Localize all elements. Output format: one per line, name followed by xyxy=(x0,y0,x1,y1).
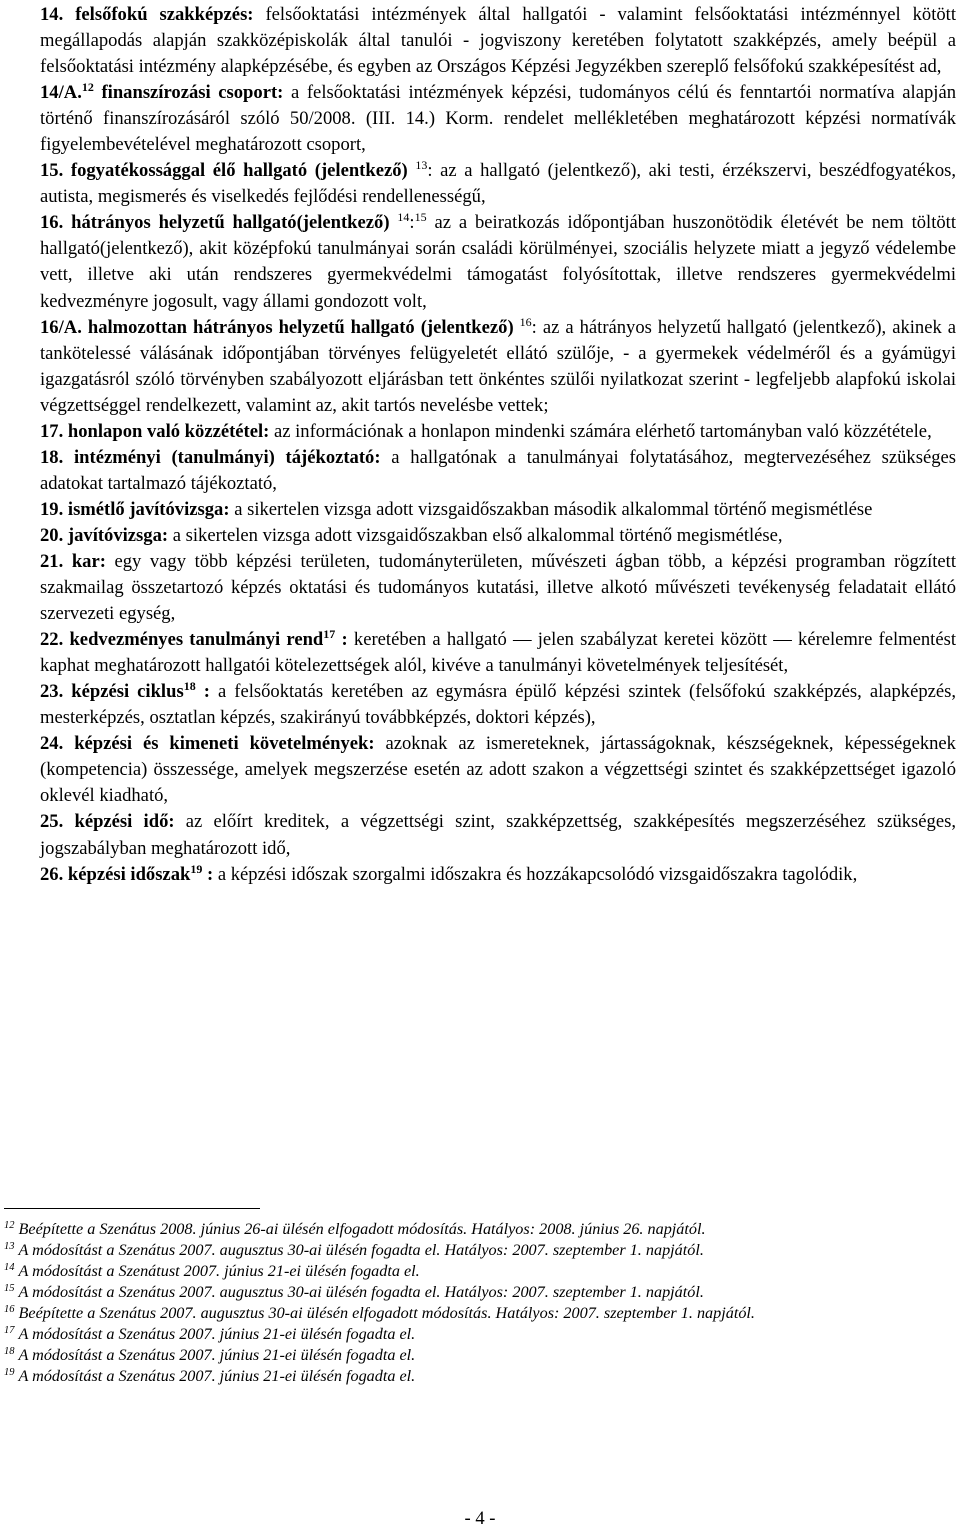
definition-term-colon: : xyxy=(203,681,210,703)
footnote-number: 16 xyxy=(4,1304,15,1315)
definition-22 xyxy=(40,627,956,679)
footnote-19 xyxy=(4,1366,956,1387)
definition-term-colon: : xyxy=(341,629,348,651)
definition-19 xyxy=(40,497,956,523)
footnote-text: Beépítette a Szenátus 2007. augusztus 30-ai ülésén elfogadott módosítás. Hatályos: 2007. szeptember 1. napjától. xyxy=(18,1304,755,1322)
definition-text: azoknak az ismereteknek, jártasságoknak, készségeknek, képességeknek (kompetencia) összessége, amelyek megszerzése esetén az adott szakon a végzettségi szintet és szakképzettséget igazoló oklevél kiadható, xyxy=(40,733,956,807)
footnote-text: A módosítást a Szenátus 2007. augusztus 30-ai ülésén fogadta el. Hatályos: 2007. szeptember 1. napjától. xyxy=(18,1241,704,1259)
footnote-12 xyxy=(4,1219,956,1240)
definition-term: intézményi (tanulmányi) tájékoztató: xyxy=(74,446,381,468)
definition-number: 18. xyxy=(40,446,64,468)
definition-15 xyxy=(40,158,956,210)
definition-term: kar: xyxy=(71,550,106,572)
definition-term: fogyatékossággal élő hallgató (jelentkező) xyxy=(70,160,408,182)
definition-text: a hallgatónak a tanulmányai folytatásához, megtervezéséhez szükséges adatokat tartalmazó tájékoztató, xyxy=(40,446,956,494)
footnote-ref: 16 xyxy=(519,314,532,329)
definition-term: kedvezményes tanulmányi rend xyxy=(69,629,324,651)
definition-term: javítóvizsga: xyxy=(67,524,169,546)
definition-text: keretében a hallgató ― jelen szabályzat keretei között ― kérelemre felmentést kaphat meghatározott hallgatói kötelezettségek alól, kivéve a tanulmányi követelmények teljesítését, xyxy=(40,629,956,677)
definition-16: 16. hátrányos helyzetű hallgató(jelentkező) $^{14}$:$^{15}$ az a beiratkozás időpontjában huszonötödik életévét be nem töltött hallgató(jelentkező), akit középfokú tanulmányai során családi körülményei, szociális helyzete miatt a jegyző védelembe vett, illetve aki után rendszeres gyermekvédelmi támogatást folyósítottak, illetve rendszeres gyermekvédelmi kedvezményre jogosult, vagy állami gondozott volt, xyxy=(40,210,957,312)
definition-number: 24. xyxy=(40,733,64,755)
footnote-text: A módosítást a Szenátus 2007. június 21-ei ülésén fogadta el. xyxy=(18,1325,416,1343)
definition-text: : az a hátrányos helyzetű hallgató (jelentkező), akinek a tankötelessé válásának időpontjában törvényes felügyeletét ellátó szülője, - a gyermekek védelméről és a gyámügyi igazgatásról szóló törvényben szabályozott eljárásban tett önkéntes szülői nyilatkozat szerint - legfeljebb alapfokú iskolai végzettséggel rendelkezett, valamint az, akit tartós nevelésbe vettek; xyxy=(40,316,957,416)
definition-17 xyxy=(40,419,956,445)
definition-number: 25. xyxy=(40,811,64,833)
footnote-ref: 14 xyxy=(397,210,410,225)
definition-number: 17. xyxy=(40,420,64,442)
footnote-number: 15 xyxy=(4,1283,15,1294)
definition-text: az előírt kreditek, a végzettségi szint, szakképzettség, szakképesítés megszerzéséhez szükséges, jogszabályban meghatározott idő, xyxy=(40,811,956,859)
definition-24 xyxy=(40,731,956,809)
definition-text: egy vagy több képzési területen, tudományterületen, művészeti ágban több, a képzési programban rögzített szakmailag összetartozó képzés oktatási és tudományos kutatási, illetve alkotó művészeti tevékenység feladatait ellátó szervezeti egység, xyxy=(40,550,956,625)
footnote-13 xyxy=(4,1240,956,1261)
definition-text: a sikertelen vizsga adott vizsgaidőszakban első alkalommal történő megismétlése, xyxy=(172,524,783,546)
footnote-ref: 17 xyxy=(323,627,336,642)
footnote-text: Beépítette a Szenátus 2008. június 26-ai ülésén elfogadott módosítás. Hatályos: 2008. június 26. napjától. xyxy=(18,1220,706,1238)
definition-number: 16/A. xyxy=(40,316,82,338)
definition-text: felsőoktatási intézmények által hallgatói - valamint felsőoktatási intézménnyel kötött megállapodás alapján szakközépiskolák által tanulói - jogviszony keretében folytatott szakképzés, amely beépül a felsőoktatási intézmény alapképzésébe, és egyben az Országos Képzési Jegyzékben szereplő felsőfokú szakképesítést ad, xyxy=(40,4,956,78)
definition-term: képzési és kimeneti követelmények: xyxy=(74,733,375,755)
footnotes xyxy=(4,1219,956,1387)
definition-term: képzési időszak xyxy=(67,863,191,885)
footnote-text: A módosítást a Szenátust 2007. június 21-ei ülésén fogadta el. xyxy=(18,1262,420,1280)
footnote-number: 17 xyxy=(4,1325,15,1336)
definition-number: 21. xyxy=(40,550,64,572)
definition-term-colon: : xyxy=(206,863,214,885)
definition-number: 16. xyxy=(40,212,64,234)
footnote-17 xyxy=(4,1324,956,1345)
footnote-ref: 18 xyxy=(183,679,196,694)
definition-14a xyxy=(40,80,956,158)
definition-number: 22. xyxy=(40,629,64,651)
footnote-number: 12 xyxy=(4,1220,15,1231)
definition-text: : az a hallgató (jelentkező), aki testi, érzékszervi, beszédfogyatékos, autista, megismerés és viselkedés fejlődési rendellenességű, xyxy=(40,160,956,208)
definition-text: a képzési időszak szorgalmi időszakra és hozzákapcsolódó vizsgaidőszakra tagolódik, xyxy=(217,863,858,885)
footnote-ref: 15 xyxy=(414,210,427,225)
footnote-ref: 13 xyxy=(415,158,428,173)
definition-25 xyxy=(40,809,956,861)
footnote-ref: 19 xyxy=(190,861,203,876)
definition-text: az információnak a honlapon mindenki számára elérhető tartományban való közzététele, xyxy=(273,420,932,442)
footnote-text: A módosítást a Szenátus 2007. augusztus 30-ai ülésén fogadta el. Hatályos: 2007. szeptember 1. napjától. xyxy=(18,1283,704,1301)
definition-23 xyxy=(40,679,956,731)
definition-term: halmozottan hátrányos helyzetű hallgató (jelentkező) xyxy=(87,316,514,338)
definition-term: hátrányos helyzetű hallgató(jelentkező) xyxy=(71,212,390,234)
definition-number: 14/A. xyxy=(40,82,82,104)
definition-text: a felsőoktatási intézmények képzési, tudományos célú és fenntartói normatíva alapján történő finanszírozásáról szóló 50/2008. (III. 14.) Korm. rendelet mellékletében meghatározott képzési normatívák figyelembevételével meghatározott csoport, xyxy=(40,82,956,156)
definition-number: 20. xyxy=(40,524,64,546)
definition-term: finanszírozási csoport: xyxy=(101,82,284,104)
definition-18 xyxy=(40,445,956,497)
definition-14 xyxy=(40,2,956,80)
definitions-list xyxy=(40,2,956,888)
page-number: - 4 - xyxy=(464,1508,496,1529)
footnote-number: 14 xyxy=(4,1262,15,1273)
definition-16a xyxy=(40,315,956,419)
definition-number: 19. xyxy=(40,498,64,520)
definition-term: ismétlő javítóvizsga: xyxy=(67,498,230,520)
footnote-14 xyxy=(4,1261,956,1282)
definition-number: 14. xyxy=(40,4,64,25)
definition-number: 26. xyxy=(40,863,64,885)
definition-text: a sikertelen vizsga adott vizsgaidőszakban második alkalommal történő megismétlése xyxy=(234,498,873,520)
definition-term: képzési idő: xyxy=(74,811,175,833)
footnote-number: 19 xyxy=(4,1367,15,1378)
footnote-16 xyxy=(4,1303,956,1324)
footnote-text: A módosítást a Szenátus 2007. június 21-ei ülésén fogadta el. xyxy=(18,1367,416,1385)
definition-term: honlapon való közzététel: xyxy=(67,420,270,442)
definition-text: az a beiratkozás időpontjában huszonötödik életévét be nem töltött hallgató(jelentkező), akit középfokú tanulmányai során családi körülményei, szociális helyzete miatt a jegyző védelembe vett, illetve aki után rendszeres gyermekvédelmi támogatást folyósítottak, illetve rendszeres gyermekvédelmi kedvezményre jogosult, vagy állami gondozott volt, xyxy=(40,212,957,312)
footnote-number: 18 xyxy=(4,1346,15,1357)
footnote-15 xyxy=(4,1282,956,1303)
definition-number: 23. xyxy=(40,681,64,703)
definition-number: 15. xyxy=(40,160,64,182)
footnote-ref: 12 xyxy=(81,80,94,95)
footnote-18 xyxy=(4,1345,956,1366)
definition-term: felsőfokú szakképzés: xyxy=(75,4,254,25)
definition-20 xyxy=(40,523,956,549)
definition-text: a felsőoktatás keretében az egymásra épülő képzési szintek (felsőfokú szakképzés, alapképzés, mesterképzés, osztatlan képzés, szakirányú továbbképzés, doktori képzés), xyxy=(40,681,957,729)
footnote-text: A módosítást a Szenátus 2007. június 21-ei ülésén fogadta el. xyxy=(18,1346,416,1364)
definition-26 xyxy=(40,862,956,888)
definition-term: képzési ciklus xyxy=(71,681,184,703)
definition-21 xyxy=(40,549,956,627)
footnote-separator xyxy=(4,1208,260,1209)
footnote-number: 13 xyxy=(4,1241,15,1252)
